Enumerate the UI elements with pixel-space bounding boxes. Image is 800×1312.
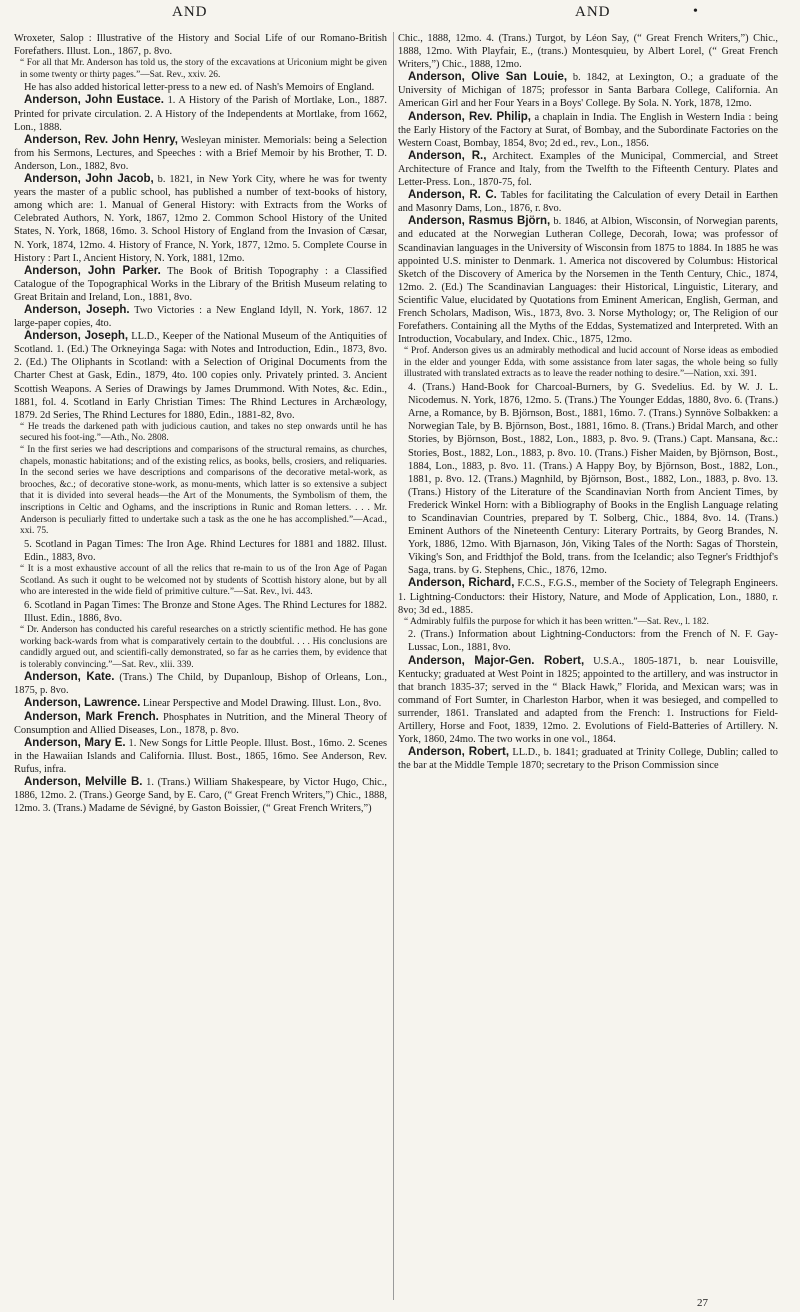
entry-text: Tables for facilitating the Calculation of every Detail in Earthen and Masonry Dams, Lon., 1876, r. 8vo. <box>398 190 778 215</box>
entry-text: 4. (Trans.) Hand-Book for Charcoal-Burners, by G. Svedelius. Ed. by W. J. L. Nicodemus. N. York, 1876, 12mo. 5. (Trans.) The Younger Eddas, 1880, 8vo. 6. (Trans.) Arne, a Romance, by B. Björnson, Bost., 1881, 16mo. 7. (Trans.) Synnöve Solbakken: a Norwegian Tale, by B. Björnson, Bost., 1881, 16mo. 8. (Trans.) Bridal March, and other Stories, by Björnson, Bost., 1882, Lon., 1883, p. 8vo. 9. (Trans.) Capt. Mansana, &c.: Stories, Bost., 1882, Lon., 1883, p. 8vo. 10. (Trans.) Fisher Maiden, by Björnson, Bost., 1884, Lon., 1883, p. 8vo. 11. (Trans.) A Happy Boy, by Björnson, Bost., 1882, Lon., 1881, p. 8vo. 12. (Trans.) Magnhild, by Björnson, Bost., 1882, Lon., 1883, p. 8vo. 13. (Trans.) History of the Literature of the Scandinavian North from Ancient Times, by Frederick Winkel Horn: with a Bibliography of Books in the English Language relating to Scandinavian Countries, prepared by T. Solberg, Chic., 1884, 8vo. 14. (Trans.) Eminent Authors of the Nineteenth Century: Literary Portraits, by Georg Brandes, N. York, 1886, 12mo. With Bjarnason, Jón, Viking Tales of the North: Sagas of Thorstein, Viking's Son, and Fridthjof the Bold, trans. from the Icelandic; also Tegner's Fridthjof's Saga, trans. by G. Stephens, Chic., 1876, 12mo. <box>408 382 778 577</box>
entry-text: LL.D., b. 1841; graduated at Trinity College, Dublin; called to the bar at the Middle Temple 1870; secretary to the Prison Commission since <box>398 747 778 772</box>
dictionary-entry <box>14 330 387 422</box>
entry-name: Anderson, Joseph, <box>24 330 129 343</box>
entry-name: Anderson, Rasmus Björn, <box>408 215 551 228</box>
entry-name: Anderson, John Eustace. <box>24 94 164 107</box>
dictionary-entry <box>14 134 387 173</box>
entry-name: Anderson, Richard, <box>408 577 515 590</box>
entry-text: Wesleyan minister. Memorials: being a Selection from his Sermons, Lectures, and Speeches : with a Brief Memoir by his Brother, T. D. Anderson, Lon., 1882, 8vo. <box>14 134 387 172</box>
dictionary-entry <box>14 94 387 133</box>
entry-text: “ In the first series we had descriptions and comparisons of the structural remains, as churches, chapels, monastic habitations; and of the existing relics, as books, bells, crosiers, and reliquaries. In the second series we have descriptions and comparisons of the decorative metal-work, as brooches, &c.; of decorative stone-work, as monu-ments, which latter is so extensive a subject that it is divided into several heads—the Art of the Monuments, the Symbolism of them, the inscriptions in Celtic and Oghams, and the inscriptions in Runic and Roman letters. . . . Mr. Anderson is peculiarly fitted to undertake such a task as the one he has accomplished.”—Acad., xxi. 75. <box>20 445 387 537</box>
entry-text: 6. Scotland in Pagan Times: The Bronze and Stone Ages. The Rhind Lectures for 1882. Illust. Edin., 1886, 8vo. <box>24 599 387 624</box>
dictionary-entry <box>14 599 387 625</box>
entry-name: Anderson, John Jacob, <box>24 173 154 186</box>
dictionary-entry <box>398 346 778 381</box>
entry-text: 1. New Songs for Little People. Illust. Bost., 16mo. 2. Scenes in the Hawaiian Islands and California. Illust. Bost., 1865, 16mo. See Anderson, Rev. Rufus, infra. <box>14 737 387 775</box>
header-left: AND <box>172 4 208 20</box>
entry-text: “ Admirably fulfils the purpose for which it has been written.”—Sat. Rev., l. 182. <box>404 616 709 627</box>
entry-name: Anderson, Mary E. <box>24 736 126 749</box>
dictionary-entry <box>14 81 387 94</box>
entry-name: Anderson, Melville B. <box>24 776 143 789</box>
dictionary-entry <box>14 776 387 815</box>
entry-text: LL.D., Keeper of the National Museum of the Antiquities of Scotland. 1. (Ed.) The Orkneyinga Saga: with Notes and Introduction, Edin., 1873, 8vo. 2. (Ed.) The Oliphants in Scotland: with a Selection of Original Documents from the Charter Chest at Gask, Edin., 1879, 4to. 100 copies only. Privately printed. 3. Ancient Scottish Weapons. A Series of Drawings by James Drummond. With Notes, &c. Edin., 1881, fol. 4. Scotland in Early Christian Times: The Rhind Lectures in Archæology, 1879. 2d Series, The Rhind Lectures for 1880, Edin., 1881-82, 8vo. <box>14 331 387 421</box>
right-column <box>398 32 778 1294</box>
entry-text: “ Prof. Anderson gives us an admirably methodical and lucid account of Norse ideas as embodied in the elder and younger Edda, with some assistance from later sagas, the whole being so fully illustrated with translated extracts as to leave the reader nothing to desire.”—Nation, xxi. 391. <box>404 346 778 380</box>
dictionary-entry <box>398 617 778 629</box>
dictionary-entry <box>14 445 387 538</box>
dictionary-entry <box>398 746 778 772</box>
entry-name: Anderson, Mark French. <box>24 710 159 723</box>
entry-text: Architect. Examples of the Municipal, Commercial, and Street Architecture of France and Italy, from the Twelfth to the Fifteenth Century. Plates and Letter-Press. Lon., 1870-75, fol. <box>398 150 778 189</box>
entry-text: b. 1846, at Albion, Wisconsin, of Norwegian parents, and educated at the Norwegian Lutheran College, Decorah, Iowa; was professor of Scandinavian languages in the University of Wisconsin from 1875 to 1884. In 1885 he was appointed U.S. minister to Denmark. 1. America not discovered by Columbus: Historical Sketch of the Discovery of America by the Norsemen in the Tenth Century, Chic., 1874, 12mo. 2. (Ed.) The Scandinavian Languages: their Historical, Linguistic, Literary, and Scientific Value, elucidated by Quotations from Eminent American, English, German, and French Scholars, Madison, Wis., 1873, 8vo. 3. Norse Mythology; or, The Religion of our Forefathers. Containing all the Myths of the Eddas, Systematized and Interpreted. With an Introduction, Vocabulary, and Index. Chic., 1875, 12mo. <box>398 216 778 346</box>
dictionary-entry <box>14 625 387 671</box>
dictionary-entry <box>14 564 387 599</box>
running-header <box>0 4 800 26</box>
entry-text: “ Dr. Anderson has conducted his careful researches on a strictly scientific method. He has gone working back-wards from what is comparatively certain to the doubtful. . . . His conclusions are candidly argued out, and scientifi-cally demonstrated, so far as he carries them, by evidence that is tolerably convincing.”—Sat. Rev., xlii. 339. <box>20 624 387 670</box>
entry-text: Linear Perspective and Model Drawing. Illust. Lon., 8vo. <box>142 698 382 710</box>
dictionary-entry <box>14 32 387 58</box>
entry-name: Anderson, Rev. John Henry, <box>24 133 178 146</box>
dictionary-entry <box>14 422 387 445</box>
entry-text: Wroxeter, Salop : Illustrative of the History and Social Life of our Romano-British Forefathers. Illust. Lon., 1867, p. 8vo. <box>14 33 387 58</box>
entry-text: The Book of British Topography : a Classified Catalogue of the Topographical Works in the Library of the British Museum relating to Great Britain and Ireland, Lon., 1881, 8vo. <box>14 265 387 303</box>
entry-text: “ It is a most exhaustive account of all the relics that re-main to us of the Iron Age of Pagan Scotland. As such it ought to be welcomed not by students of Scottish history alone, but by all who are interested in the wide field of primitive culture.”—Sat. Rev., lvi. 443. <box>20 563 387 598</box>
dictionary-entry <box>14 173 387 265</box>
dictionary-entry <box>398 381 778 577</box>
dictionary-entry <box>398 655 778 747</box>
dictionary-entry <box>14 58 387 81</box>
dictionary-entry <box>398 577 778 616</box>
dictionary-entry <box>14 671 387 697</box>
entry-text: a chaplain in India. The English in Western India : being the Early History of the Factory at Surat, of Bombay, and the Subordinate Factories on the Western Coast, Bombay, 1854, 8vo; 2d ed., rev., Lon., 1856. <box>398 111 778 149</box>
dictionary-entry <box>398 189 778 215</box>
dictionary-entry <box>398 215 778 346</box>
dictionary-entry <box>14 697 387 710</box>
entry-name: Anderson, R., <box>408 149 487 162</box>
entry-name: Anderson, Joseph. <box>24 303 130 316</box>
dictionary-entry <box>398 150 778 189</box>
column-divider <box>393 32 394 1300</box>
dictionary-entry <box>398 32 778 71</box>
dictionary-entry <box>14 265 387 304</box>
entry-name: Anderson, R. C. <box>408 189 497 202</box>
entry-name: Anderson, Rev. Philip, <box>408 110 531 123</box>
entry-name: Anderson, Olive San Louie, <box>408 71 568 84</box>
dictionary-entry <box>398 628 778 654</box>
entry-text: 2. (Trans.) Information about Lightning-Conductors: from the French of N. F. Gay-Lussac, Lon., 1881, 8vo. <box>408 629 778 654</box>
dictionary-entry <box>398 71 778 110</box>
header-mark: • <box>693 4 698 19</box>
dictionary-entry <box>14 711 387 737</box>
entry-text: Two Victories : a New England Idyll, N. York, 1867. 12 large-paper copies, 4to. <box>14 304 387 330</box>
page-number: 27 <box>697 1297 708 1309</box>
entry-text: 1. (Trans.) William Shakespeare, by Victor Hugo, Chic., 1886, 12mo. 2. (Trans.) George Sand, by E. Caro, (“ Great French Writers,”) Chic., 1888, 12mo. 3. (Trans.) Madame de Sévigné, by Gaston Boissier, (“ Great French Writers,”) <box>14 777 387 815</box>
entry-text: 5. Scotland in Pagan Times: The Iron Age. Rhind Lectures for 1881 and 1882. Illust. Edin., 1883, 8vo. <box>24 538 387 563</box>
entry-text: He has also added historical letter-press to a new ed. of Nash's Memoirs of England. <box>24 82 375 94</box>
header-right: AND <box>575 4 611 20</box>
entry-text: 1. A History of the Parish of Mortlake, Lon., 1887. Printed for private circulation. 2. A History of the Independents at Mortlake, from 1662, Lon., 1888. <box>14 95 387 133</box>
entry-name: Anderson, Robert, <box>408 746 510 759</box>
dictionary-entry <box>14 737 387 776</box>
entry-text: F.C.S., F.G.S., member of the Society of Telegraph Engineers. 1. Lightning-Conductors: their History, Nature, and Mode of Application, Lon., 1880, r. 8vo; 3d ed., 1885. <box>398 578 778 616</box>
entry-text: (Trans.) The Child, by Dupanloup, Bishop of Orleans, Lon., 1875, p. 8vo. <box>14 672 387 697</box>
entry-name: Anderson, Kate. <box>24 671 115 684</box>
entry-text: U.S.A., 1805-1871, b. near Louisville, Kentucky; graduated at West Point in 1825; appointed to the artillery, and was instructor in that branch 1835-37; served in the “ Black Hawk,” Florida, and Mexican wars; was in command of Fort Sumter, in Charleston Harbor, when it was besieged, and compelled to surrender, 1861. Translated and adapted from the French: 1. Instructions for Field-Artillery, Horse and Foot, 1839, 12mo. 2. Evolutions of Field-Batteries of Artillery. N. York, 1860, 24mo. The two works in one vol., 1864. <box>398 655 778 746</box>
dictionary-entry <box>398 111 778 150</box>
entry-name: Anderson, Major-Gen. Robert, <box>408 654 585 667</box>
entry-text: Phosphates in Nutrition, and the Mineral Theory of Consumption and Allied Diseases, Lon., 1878, p. 8vo. <box>14 711 387 736</box>
entry-text: “ He treads the darkened path with judicious caution, and takes no step onwards until he has secured his foot-ing.”—Ath., No. 2808. <box>20 421 387 444</box>
entry-name: Anderson, Lawrence. <box>24 697 141 710</box>
entry-text: Chic., 1888, 12mo. 4. (Trans.) Turgot, by Léon Say, (“ Great French Writers,”) Chic., 1888, 12mo. With Playfair, E., (trans.) Montesquieu, by Albert Lorel, (“ Great French Writers,”) Chic., 1888, 12mo. <box>398 33 778 71</box>
entry-name: Anderson, John Parker. <box>24 264 161 277</box>
entry-text: “ For all that Mr. Anderson has told us, the story of the excavations at Uriconium might be given in some twenty or thirty pages.”—Sat. Rev., xxiv. 26. <box>20 58 387 80</box>
dictionary-entry <box>14 538 387 564</box>
dictionary-entry <box>14 304 387 330</box>
left-column <box>14 32 387 1294</box>
entry-text: b. 1821, in New York City, where he was for twenty years the master of a public school, has published a number of text-books of history, among which are: 1. Manual of General History: with Extracts from the Works of Celebrated Authors, N. York, 1867, 12mo 2. Common School History of the United States, N. York, 1868, 16mo. 3. School History of England from the Invasion of Cæsar, N. York, 1874, 12mo. 4. History of France, N. York, 1877, 12mo. 5. Complete Course in History : Part I., Ancient History, N. York, 1881, 12mo. <box>14 174 387 264</box>
entry-text: b. 1842, at Lexington, O.; a graduate of the University of Michigan of 1875; professor in Santa Barbara College, California. An American Girl and her Four Years in a Boys' College. By Sola. N. York, 1878, 12mo. <box>398 72 778 110</box>
